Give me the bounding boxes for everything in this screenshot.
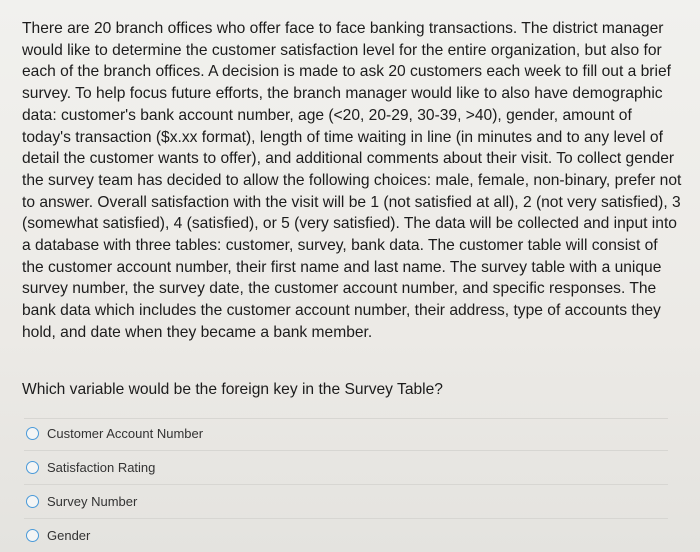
option-satisfaction-rating[interactable]	[26, 455, 666, 479]
option-survey-number[interactable]	[26, 489, 666, 513]
option-gender[interactable]	[26, 523, 666, 547]
divider	[24, 484, 668, 485]
option-label: Customer Account Number	[47, 425, 204, 441]
radio-button-icon[interactable]	[26, 461, 39, 474]
question-passage: There are 20 branch offices who offer face to face banking transactions. The district manager would like to determine the customer satisfaction level for the entire organization, but also for each of the branch offices. A decision is made to ask 20 customers each week to fill out a brief survey. To help focus future efforts, the branch manager would like to also have demographic data: customer's bank account number, age (<20, 20-29, 30-39, >40), gender, amount of today's transaction ($x.xx format), length of time waiting in line (in minutes and to any level of detail the customer wants to offer), and additional comments about their visit. To collect gender the survey team has decided to allow the following choices: male, female, non-binary, prefer not to answer. Overall satisfaction with the visit will be 1 (not satisfied at all), 2 (not very satisfied), 3 (somewhat satisfied), 4 (satisfied), or 5 (very satisfied). The data will be collected and input into a database with three tables: customer, survey, bank data. The customer table will consist of the customer account number, their first name and last name. The survey table with a unique survey number, the survey date, the customer account number, and specific responses. The bank data which includes the customer account number, their address, type of accounts they hold, and date when they became a bank member.	[22, 20, 682, 341]
divider	[24, 450, 668, 451]
radio-button-icon[interactable]	[26, 427, 39, 440]
question-prompt: Which variable would be the foreign key in the Survey Table?	[22, 381, 443, 398]
option-label: Satisfaction Rating	[47, 459, 156, 475]
divider	[24, 418, 668, 419]
radio-button-icon[interactable]	[26, 529, 39, 542]
option-label: Survey Number	[47, 493, 138, 509]
option-label: Gender	[47, 527, 91, 543]
divider	[24, 518, 668, 519]
option-customer-account-number[interactable]	[26, 421, 666, 445]
radio-button-icon[interactable]	[26, 495, 39, 508]
